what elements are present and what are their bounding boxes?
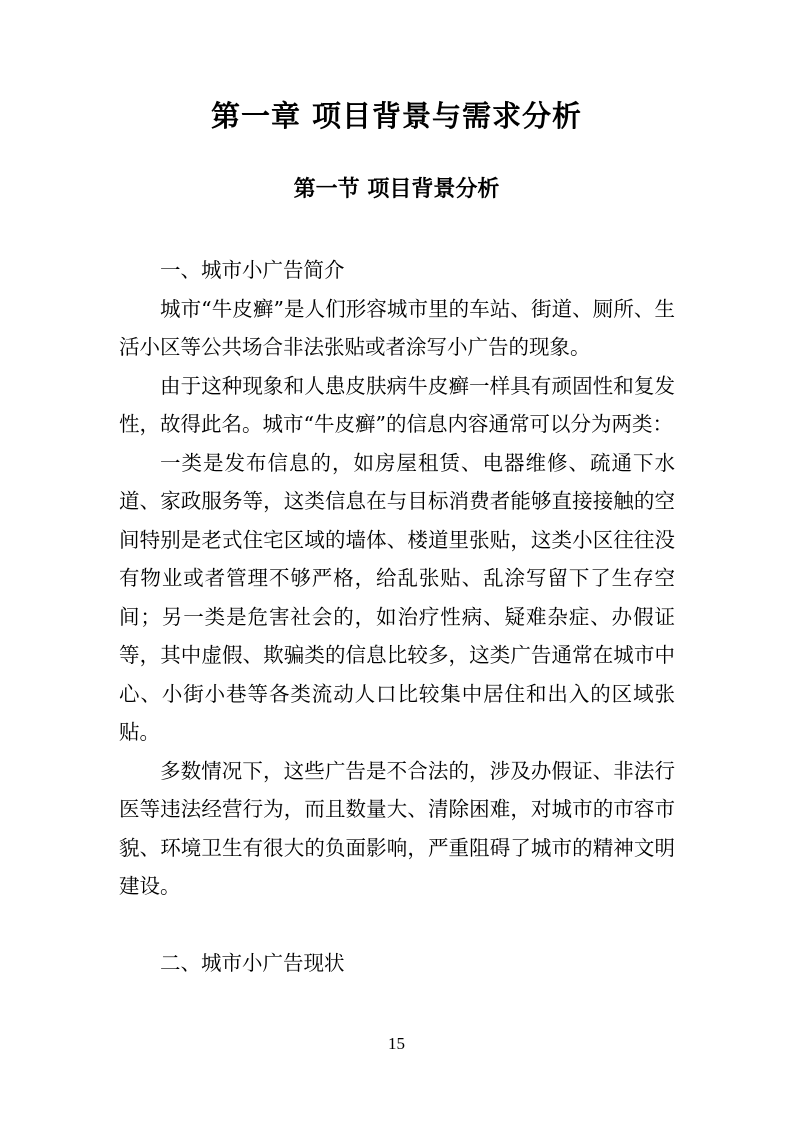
subsection-heading: 一、城市小广告简介 (160, 258, 345, 282)
page-number: 15 (388, 1034, 405, 1053)
body-text (119, 251, 675, 983)
paragraph: 多数情况下，这些广告是不合法的，涉及办假证、非法行医等违法经营行为，而且数量大、清除困难，对城市的市容市貌、环境卫生有很大的负面影响，严重阻碍了城市的精神文明建设。 (119, 758, 675, 898)
section-title: 第一节 项目背景分析 (293, 177, 500, 202)
chapter-title: 第一章 项目背景与需求分析 (210, 99, 583, 133)
paragraph: 由于这种现象和人患皮肤病牛皮癣一样具有顽固性和复发性，故得此名。城市“牛皮癣”的信息内容通常可以分为两类： (119, 373, 675, 436)
paragraph: 城市“牛皮癣”是人们形容城市里的车站、街道、厕所、生活小区等公共场合非法张贴或者涂写小广告的现象。 (119, 296, 675, 359)
subsection-heading: 二、城市小广告现状 (160, 951, 345, 975)
paragraph: 一类是发布信息的，如房屋租赁、电器维修、疏通下水道、家政服务等，这类信息在与目标消费者能够直接接触的空间特别是老式住宅区域的墙体、楼道里张贴，这类小区往往没有物业或者管理不够严格，给乱张贴、乱涂写留下了生存空间；另一类是危害社会的，如治疗性病、疑难杂症、办假证等，其中虚假、欺骗类的信息比较多，这类广告通常在城市中心、小街小巷等各类流动人口比较集中居住和出入的区域张贴。 (119, 450, 675, 744)
paragraph-spacer (119, 906, 675, 945)
